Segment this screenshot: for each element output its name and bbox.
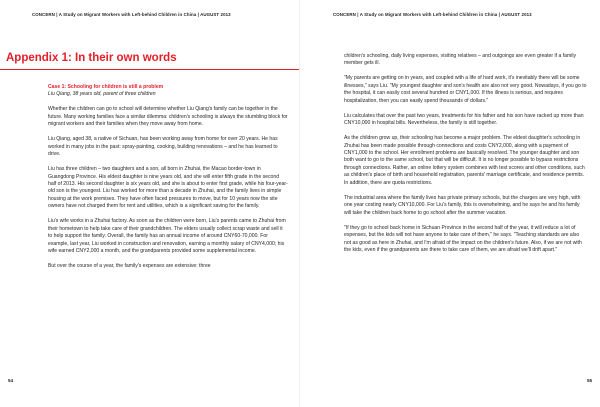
paragraph: Liu calculates that over the past two years, treatments for his father and his son have racked up more than CNY10,000 in hospital bills. Nevertheless, the family is still together.: [344, 112, 584, 127]
case-byline: Liu Qiang, 38 years old, parent of three children: [48, 91, 156, 98]
paragraph: children's schooling, daily living expenses, visiting relatives – and outgoings are even greater if a family member gets ill.: [344, 53, 577, 67]
paragraph: But over the course of a year, the family's expenses are extensive: three: [48, 263, 211, 270]
case-heading: Case 1: Schooling for children is still a problem: [48, 84, 164, 90]
page-number: 55: [587, 378, 593, 383]
title-rule: [0, 69, 300, 70]
body-column: [344, 53, 587, 262]
page-number: 54: [8, 378, 14, 383]
paragraph: As the children grow up, their schooling has become a major problem. The eldest daughter's schooling in Zhuhai has been made possible through connections and costs CNY2,000, along with a payment of CNY1,000 to the school. Her enrollment problems are basically resolved. The younger daughter and son both want to go to the same school, but that will be difficult. It is no longer possible to bypass restrictions through connections. Rather, an online lottery system combines with test scores and other conditions, such as children's place of birth and household registration, parents' marriage certificate, and residence permits. In addition, there are quota restrictions.: [344, 135, 585, 186]
running-header: CONCERN | A Study on Migrant Workers with Left-behind Children in China | AUGUST 2013: [32, 12, 231, 17]
running-header: CONCERN | A Study on Migrant Workers with Left-behind Children in China | AUGUST 2013: [333, 12, 532, 17]
appendix-title: Appendix 1: In their own words: [6, 52, 177, 64]
body-column: [48, 84, 288, 278]
paragraph: The industrial area where the family lives has private primary schools, but the charges are very high, with one year costing nearly CNY10,000. For Liu's family, this is overwhelming, and he says he and his family will take the children back home to go school after the summer vacation.: [344, 194, 581, 216]
paragraph: Liu has three children – two daughters and a son, all born in Zhuhai, the Macao border-town in Guangdong Province. His eldest daughter is nine years old, and she will enter fifth grade in the second half of 2013. His second daughter is six years old, and she is about to enter first grade, while his four-year-old son is the youngest. Liu has worked for more than a decade in Zhuhai, and the family lives in simple housing at the work premises. They have often faced pressures to move, but for 10 years now the site owners have not charged them for rent and utilities, which is a significant saving for the family.: [48, 166, 288, 210]
paragraph: "My parents are getting on in years, and coupled with a life of hard work, it's inevitably there will be some illnesses," says Liu. "My youngest daughter and son's health are also not very good. Nowadays, if you go to the hospital, it can easily cost several hundred or CNY1,000. If the illness is serious, and requires hospitalization, then you can easily spend thousands of dollars.": [344, 75, 587, 104]
paragraph: Liu's wife works in a Zhuhai factory. As soon as the children were born, Liu's parents came to Zhuhai from their hometown to help take care of their grandchildren. The elders usually collect scrap waste and sell it to help support the family. Overall, the family has an annual income of around CNY60-70,000. For example, last year, Liu worked in construction and renovation, earning a monthly salary of CNY4,000; his wife earned CNY2,000 a month, and the grandparents provided some supplemental income.: [48, 218, 286, 255]
paragraph: Whether the children can go to school will determine whether Liu Qiang's family can be together in the future. Many working families face a similar dilemma: children's schooling is always the stumbling block for migrant workers and their families when they move away from home.: [48, 106, 288, 128]
paragraph: "If they go to school back home in Sichuan Province in the second half of the year, it will reduce a lot of expenses, but the kids will not have anyone to take care of them," he says. "Teaching standards are also not as good as here in Zhuhai, and I'm afraid of the impact on the children's future. Also, if we are not with the kids, even if the grandparents are there to take care of them, we are afraid we'll drift apart.": [344, 224, 582, 254]
right-page: [300, 0, 600, 407]
paragraph: Liu Qiang, aged 38, a native of Sichuan, has been working away from home for over 20 years. He has worked in many jobs in the past: spray-painting, cooking, building renovations – and he has learned to drive.: [48, 136, 278, 158]
